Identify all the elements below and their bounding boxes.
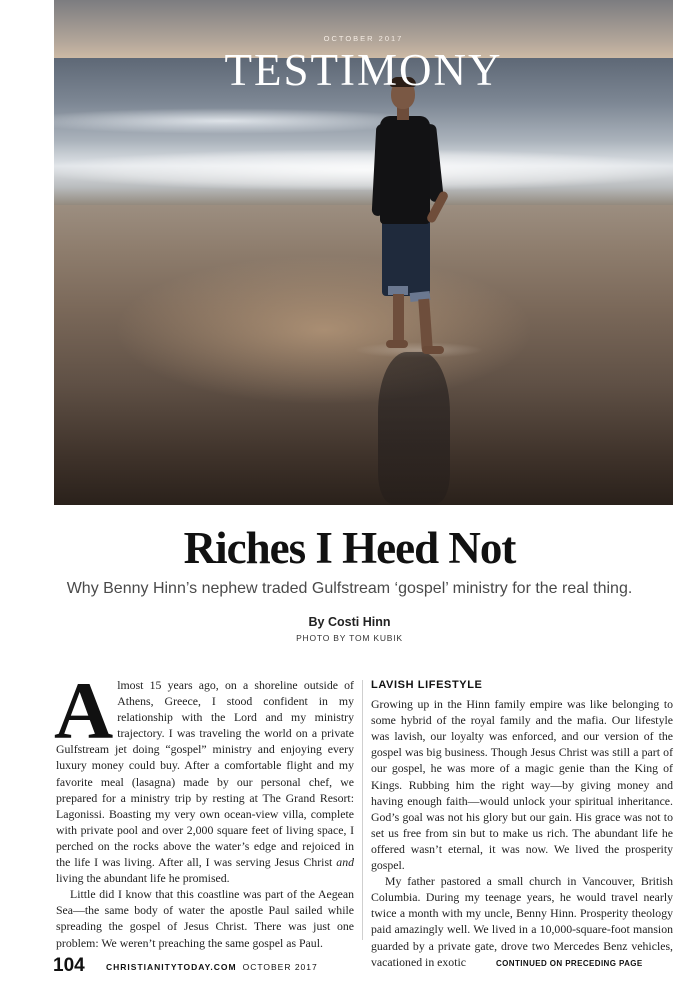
paragraph: Growing up in the Hinn family empire was like belonging to some hybrid of the royal family and the mafia. Our lifestyle was lavish, our loyalty was enforced, and our version of the gospel was big business. Though Jesus Christ was still a part of our gospel, he was more of a magic genie than the King of Kings. Rubbing him the right way—by giving money and having enough faith—would unlock your spiritual inheritance. God’s goal was not his glory but our gain. His grace was not to set us free from sin but to make us rich. The abundant life he offered wasn’t eternal, it was now. We lived the prosperity gospel. [371, 697, 673, 873]
paragraph-text: living the abundant life he promised. [56, 871, 230, 886]
paragraph-emphasis: and [336, 855, 354, 870]
footer-site: CHRISTIANITYTODAY.COM [106, 962, 237, 972]
photo-man-foot [386, 340, 408, 348]
article-dek: Why Benny Hinn’s nephew traded Gulfstream ‘gospel’ ministry for the real thing. [66, 580, 633, 597]
column-divider [362, 680, 363, 940]
page-number: 104 [53, 955, 85, 976]
hero-photo [54, 0, 673, 505]
paragraph-text: lmost 15 years ago, on a shoreline outside of Athens, Greece, I stood confident in my relationship with the Lord and my ministry trajectory. I was traveling the world on a private Gulfstream jet doing “gospel” ministry and enjoying every luxury money could buy. After a comfortable flight and my favorite meal (lasagna) made by our personal chef, we prepared for a ministry trip by resting at The Grand Resort: Lagonissi. Boasting my very own ocean-view villa, complete with private pool and over 2,000 square feet of living space, I perched on the rocks above the water’s edge and rejoiced in the life I was living. After all, I was serving Jesus Christ [56, 678, 354, 870]
section-subhead: LAVISH LIFESTYLE [371, 679, 483, 691]
paragraph: Little did I know that this coastline was part of the Aegean Sea—the same body of water the apostle Paul sailed while spreading the gospel of Jesus Christ. There was just one problem: We weren’t preaching the same gospel as Paul. [56, 887, 354, 950]
issue-kicker: OCTOBER 2017 [323, 34, 404, 43]
page-footer [106, 962, 318, 972]
continued-notice: CONTINUED ON PRECEDING PAGE [496, 958, 643, 968]
article-byline: By Costi Hinn [308, 615, 391, 629]
paragraph [371, 873, 673, 972]
paragraph [54, 665, 354, 886]
article-column-right [371, 677, 673, 972]
photo-sunset-reflection [114, 255, 534, 405]
photo-man-foot [422, 346, 444, 354]
photo-credit: PHOTO BY TOM KUBIK [296, 633, 403, 643]
photo-wave-foam [54, 150, 673, 190]
photo-man-reflection [378, 352, 450, 504]
article-column-left [54, 665, 354, 951]
footer-date: OCTOBER 2017 [242, 962, 318, 972]
photo-man-leg [393, 294, 404, 344]
paragraph-text: My father pastored a small church in Vancouver, British Columbia. During my teenage years, he would travel nearly twice a month with my uncle, Benny Hinn. Prosperity theology paid amazingly well. We lived in a 10,000-square-foot mansion guarded by a private gate, drove two Mercedes Benz vehicles, vacationed in exotic [371, 874, 673, 969]
section-title: TESTIMONY [224, 45, 503, 95]
article-headline: Riches I Heed Not [183, 523, 516, 573]
photo-man-jeans [382, 218, 430, 296]
photo-man-shirt [380, 116, 430, 224]
drop-cap: A [54, 665, 114, 756]
